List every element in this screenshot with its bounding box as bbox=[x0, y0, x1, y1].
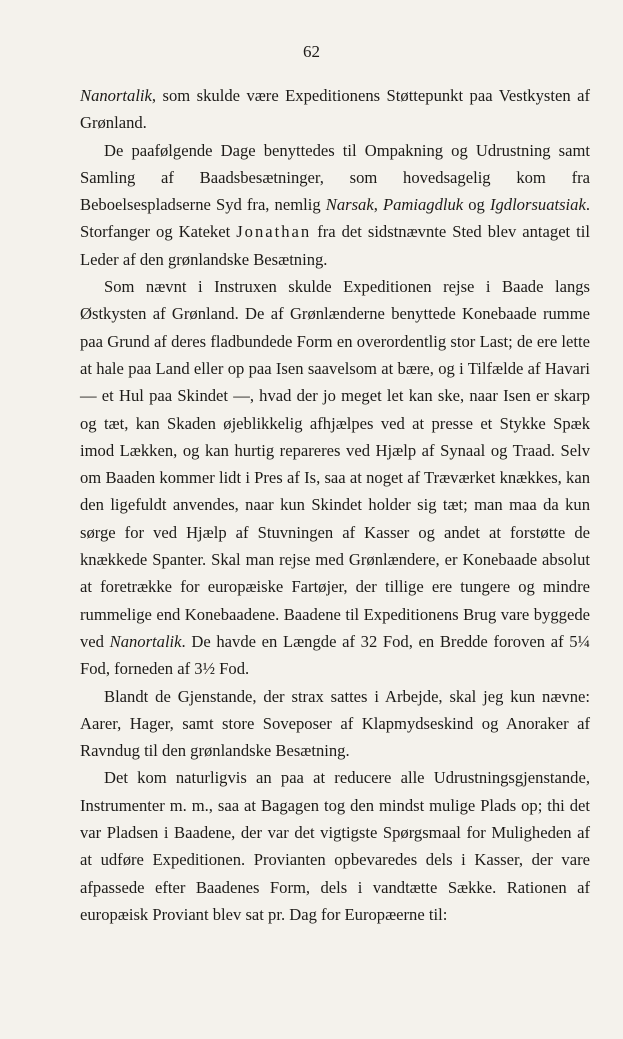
text-run: De paafølgende Dage benyttedes til Ompakning og Udrustning samt Samling af Baadsbesætninger, som hovedsagelig kom fra Beboelsespladserne Syd fra, nemlig bbox=[80, 140, 590, 215]
paragraph bbox=[80, 273, 590, 682]
spaced-name: Jonathan bbox=[236, 222, 312, 242]
text-run: og bbox=[463, 195, 490, 215]
paragraph bbox=[80, 137, 590, 273]
italic-name: Nanortalik bbox=[109, 631, 182, 651]
text-run: Det kom naturligvis an paa at reducere alle Udrustningsgjenstande, Instrumenter m. m., saa at Bagagen tog den mindst mulige Plads op; thi det var Pladsen i Baadene, der var det vigtigste Spørgsmaal for Muligheden af at udføre Expeditionen. Provianten opbevaredes dels i Kasser, der vare afpassede efter Baadenes Form, dels i vandtætte Sække. Rationen af europæisk Proviant blev sat pr. Dag for Europæerne til: bbox=[80, 768, 590, 924]
italic-name: Narsak bbox=[325, 195, 374, 215]
italic-name: Nanortalik bbox=[80, 86, 152, 105]
italic-name: Pamiagdluk bbox=[382, 195, 464, 215]
paragraph bbox=[80, 683, 590, 765]
text-run: . Storfanger og Kateket bbox=[80, 195, 590, 242]
text-run: . De havde en Længde af 32 Fod, en Bredde foroven af 5¼ Fod, forneden af 3½ Fod. bbox=[80, 631, 590, 679]
text-run: Som nævnt i Instruxen skulde Expeditionen rejse i Baade langs Østkysten af Grønland. De af Grønlænderne benyttede Konebaade rumme paa Grund af deres fladbundede Form en overordentlig stor Last; de ere lette at hale paa Land eller op paa Isen saavelsom at bære, og i Tilfælde af Havari — et Hul paa Skindet —, hvad der jo meget let kan ske, naar Isen er skarp og tæt, kan Skaden øjeblikkelig afhjælpes ved at presse et Stykke Spæk imod Lækken, og kan hurtig repareres ved Hjælp af Synaal og Traad. Selv om Baaden kommer lidt i Pres af Is, saa at noget af Træværket knækkes, kan den ligefuldt anvendes, naar kun Skindet holder sig tæt; man maa da kun sørge for ved Hjælp af Stuvningen af Kasser og andet at forstøtte de knækkede Spanter. Skal man rejse med Grønlændere, er Konebaade absolut at foretrække for europæiske Fartøjer, der tillige ere tungere og mindre rummelige end Konebaadene. Baadene til Expeditionens Brug vare byggede ved bbox=[80, 277, 590, 651]
text-run: , som skulde være Expeditionens Støttepunkt paa Vestkysten af Grønland. bbox=[80, 86, 590, 133]
text-run: , bbox=[373, 195, 383, 215]
paragraph bbox=[80, 82, 590, 137]
text-run: Blandt de Gjenstande, der strax sattes i Arbejde, skal jeg kun nævne: Aarer, Hager, samt store Soveposer af Klapmydseskind og Anoraker af Ravndug til den grønlandske Besætning. bbox=[80, 686, 590, 761]
text-run: fra det sidstnævnte Sted blev antaget til Leder af den grønlandske Besætning. bbox=[80, 222, 590, 269]
italic-name: Igdlorsuatsiak bbox=[489, 195, 586, 215]
paragraph bbox=[80, 764, 590, 928]
page-number: 62 bbox=[303, 42, 320, 61]
body-text bbox=[80, 82, 590, 928]
